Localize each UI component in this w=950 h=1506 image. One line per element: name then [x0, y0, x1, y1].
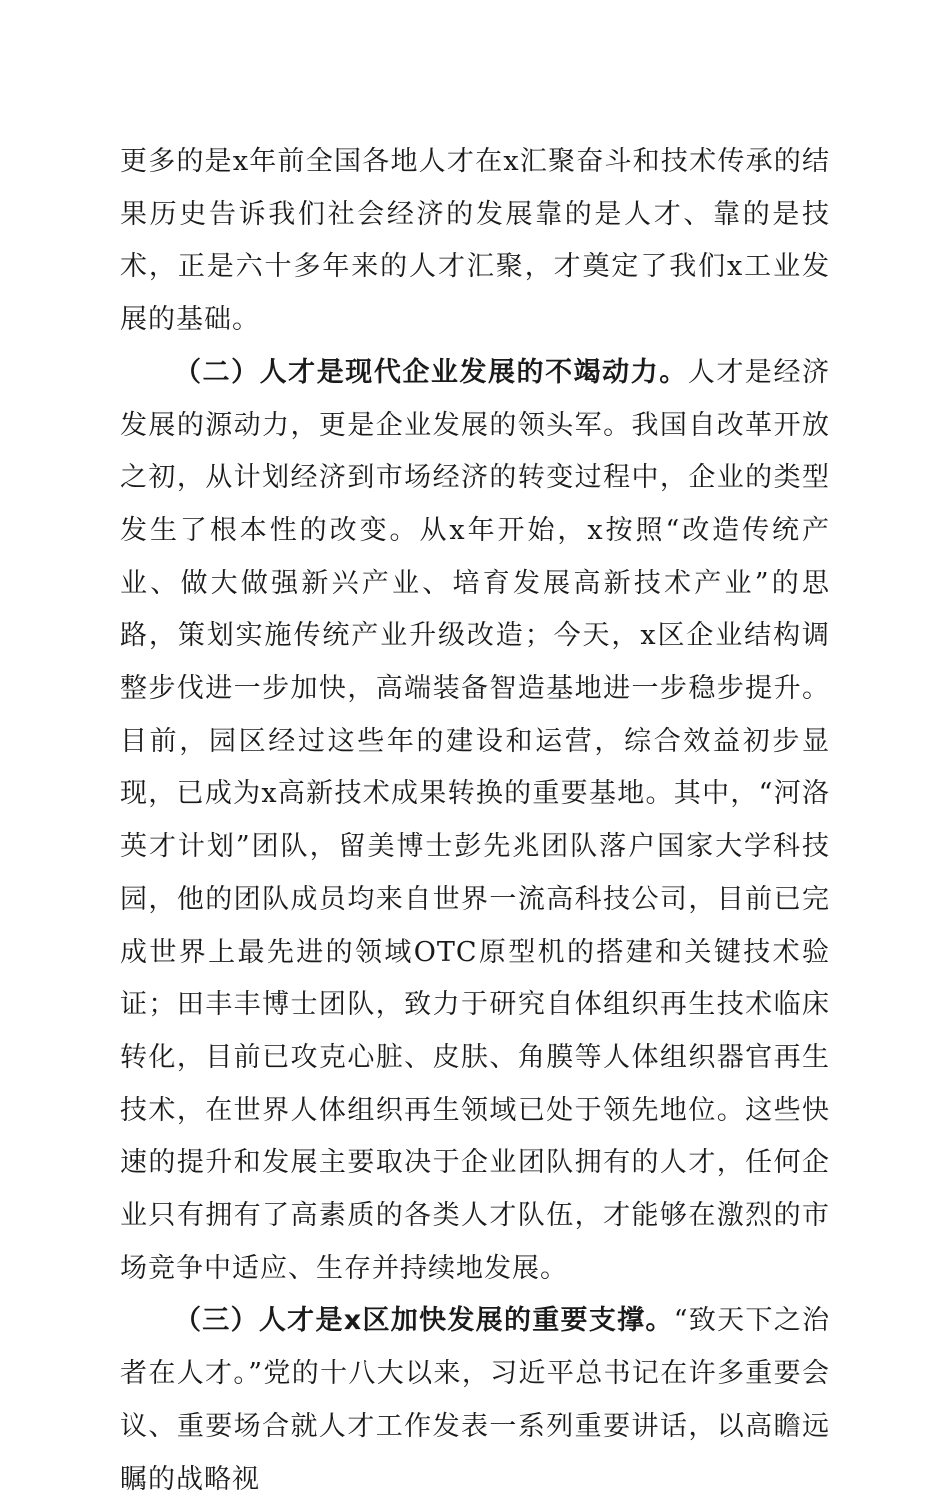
- paragraph-3-body: “致天下之治者在人才。”党的十八大以来，习近平总书记在许多重要会议、重要场合就人才工作发表一系列重要讲话，以高瞻远瞩的战略视: [120, 1305, 830, 1495]
- section-heading-2: （二）人才是现代企业发展的不竭动力。: [174, 356, 688, 388]
- document-body: [120, 136, 830, 1506]
- paragraph-2-body: 人才是经济发展的源动力，更是企业发展的领头军。我国自改革开放之初，从计划经济到市场经济的转变过程中，企业的类型发生了根本性的改变。从x年开始，x按照“改造传统产业、做大做强新兴产业、培育发展高新技术产业”的思路，策划实施传统产业升级改造；今天，x区企业结构调整步伐进一步加快，高端装备智造基地进一步稳步提升。目前，园区经过这些年的建设和运营，综合效益初步显现，已成为x高新技术成果转换的重要基地。其中，“河洛英才计划”团队，留美博士彭先兆团队落户国家大学科技园，他的团队成员均来自世界一流高科技公司，目前已完成世界上最先进的领域OTC原型机的搭建和关键技术验证；田丰丰博士团队，致力于研究自体组织再生技术临床转化，目前已攻克心脏、皮肤、角膜等人体组织器官再生技术，在世界人体组织再生领域已处于领先地位。这些快速的提升和发展主要取决于企业团队拥有的人才，任何企业只有拥有了高素质的各类人才队伍，才能够在激烈的市场竞争中适应、生存并持续地发展。: [120, 356, 831, 1284]
- section-heading-3: （三）人才是x区加快发展的重要支撑。: [174, 1305, 674, 1337]
- paragraph-1: 更多的是x年前全国各地人才在x汇聚奋斗和技术传承的结果历史告诉我们社会经济的发展靠的是人才、靠的是技术，正是六十多年来的人才汇聚，才奠定了我们x工业发展的基础。: [120, 146, 830, 336]
- paragraph-3: [120, 1295, 830, 1506]
- paragraph-2: [120, 347, 830, 1296]
